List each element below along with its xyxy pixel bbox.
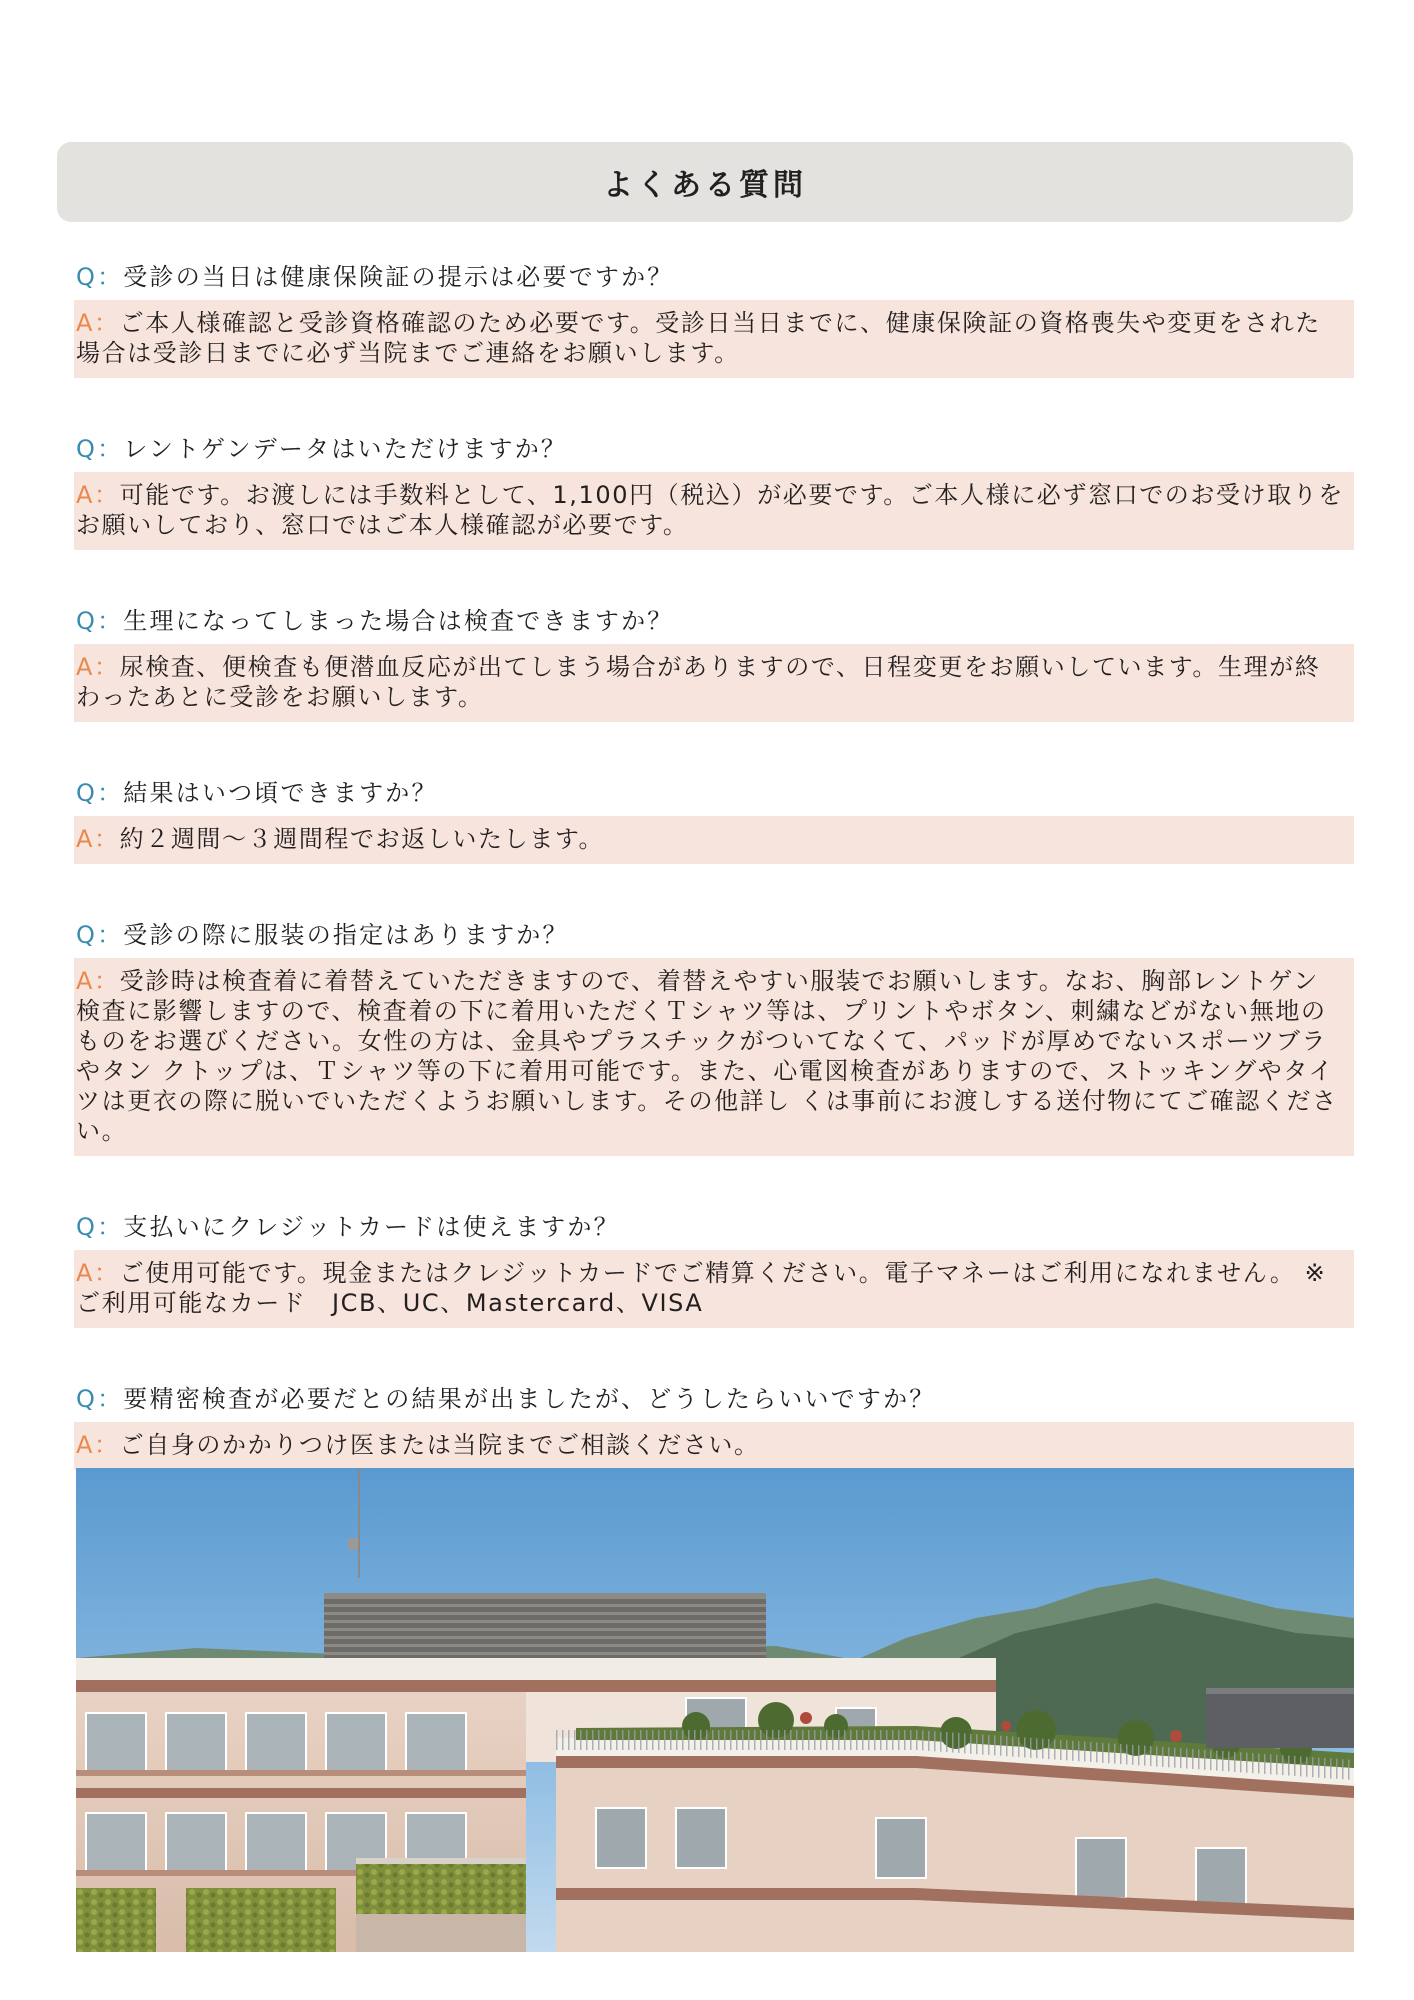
faq-item bbox=[74, 774, 1354, 864]
answer-marker: A： bbox=[76, 481, 120, 509]
faq-answer bbox=[74, 958, 1354, 1156]
page-title: よくある質問 bbox=[603, 168, 807, 203]
question-marker: Q： bbox=[76, 435, 124, 463]
faq-question bbox=[74, 774, 1354, 812]
answer-text: ご使用可能です。現金またはクレジットカードでご精算ください。電子マネーはご利用になれません。 ※ご利用可能なカード JCB、UC、Mastercard、VISA bbox=[76, 1259, 1327, 1317]
faq-item bbox=[74, 258, 1354, 378]
faq-answer bbox=[74, 1250, 1354, 1328]
answer-marker: A： bbox=[76, 1431, 120, 1459]
question-marker: Q： bbox=[76, 263, 124, 291]
faq-question bbox=[74, 430, 1354, 468]
faq-answer bbox=[74, 1422, 1354, 1470]
faq-item bbox=[74, 1208, 1354, 1328]
question-marker: Q： bbox=[76, 921, 124, 949]
faq-list bbox=[74, 258, 1354, 1522]
faq-item bbox=[74, 430, 1354, 550]
question-marker: Q： bbox=[76, 607, 124, 635]
question-text: レントゲンデータはいただけますか？ bbox=[123, 435, 568, 463]
question-marker: Q： bbox=[76, 779, 124, 807]
answer-text: 尿検査、便検査も便潜血反応が出てしまう場合がありますので、日程変更をお願いしています。生理が終わったあとに受診をお願いします。 bbox=[76, 653, 1321, 711]
faq-item bbox=[74, 916, 1354, 1156]
question-marker: Q： bbox=[76, 1213, 124, 1241]
question-text: 結果はいつ頃できますか？ bbox=[123, 779, 438, 807]
faq-answer bbox=[74, 472, 1354, 550]
faq-answer bbox=[74, 300, 1354, 378]
faq-answer bbox=[74, 644, 1354, 722]
answer-marker: A： bbox=[76, 309, 120, 337]
answer-marker: A： bbox=[76, 825, 120, 853]
question-text: 受診の当日は健康保険証の提示は必要ですか？ bbox=[123, 263, 674, 291]
faq-question bbox=[74, 1208, 1354, 1246]
faq-item bbox=[74, 1380, 1354, 1470]
faq-answer bbox=[74, 816, 1354, 864]
answer-text: 可能です。お渡しには手数料として、1,100円（税込）が必要です。ご本人様に必ず窓口でのお受け取りをお願いしており、窓口ではご本人様確認が必要です。 bbox=[76, 481, 1345, 539]
faq-question bbox=[74, 1380, 1354, 1418]
answer-text: ご自身のかかりつけ医または当院までご相談ください。 bbox=[119, 1431, 760, 1459]
answer-marker: A： bbox=[76, 1259, 120, 1287]
question-text: 受診の際に服装の指定はありますか？ bbox=[123, 921, 569, 949]
answer-text: ご本人様確認と受診資格確認のため必要です。受診日当日までに、健康保険証の資格喪失や変更をされた場合は受診日までに必ず当院までご連絡をお願いします。 bbox=[76, 309, 1321, 367]
answer-marker: A： bbox=[76, 967, 120, 995]
faq-item bbox=[74, 602, 1354, 722]
question-text: 生理になってしまった場合は検査できますか？ bbox=[123, 607, 674, 635]
faq-header-bar bbox=[57, 142, 1353, 222]
faq-question bbox=[74, 602, 1354, 640]
question-text: 要精密検査が必要だとの結果が出ましたが、どうしたらいいですか？ bbox=[123, 1385, 936, 1413]
question-text: 支払いにクレジットカードは使えますか？ bbox=[123, 1213, 620, 1241]
hospital-building-photo bbox=[76, 1468, 1354, 1952]
answer-text: 約２週間～３週間程でお返しいたします。 bbox=[119, 825, 605, 853]
faq-question bbox=[74, 258, 1354, 296]
answer-text: 受診時は検査着に着替えていただきますので、着替えやすい服装でお願いします。なお、胸部レントゲン検査に影響しますので、検査着の下に着用いただくＴシャツ等は、プリントやボタン、刺繍などがない無地のものをお選びください。女性の方は、金具やプラスチックがついてなくて、パッドが厚めでないスポーツブラやタン クトップは、Ｔシャツ等の下に着用可能です。また、心電図検査がありますので、ストッキングやタイツは更衣の際に脱いでいただくようお願いします。その他詳し くは事前にお渡しする送付物にてご確認ください。 bbox=[76, 967, 1338, 1145]
answer-marker: A： bbox=[76, 653, 120, 681]
question-marker: Q： bbox=[76, 1385, 124, 1413]
faq-question bbox=[74, 916, 1354, 954]
